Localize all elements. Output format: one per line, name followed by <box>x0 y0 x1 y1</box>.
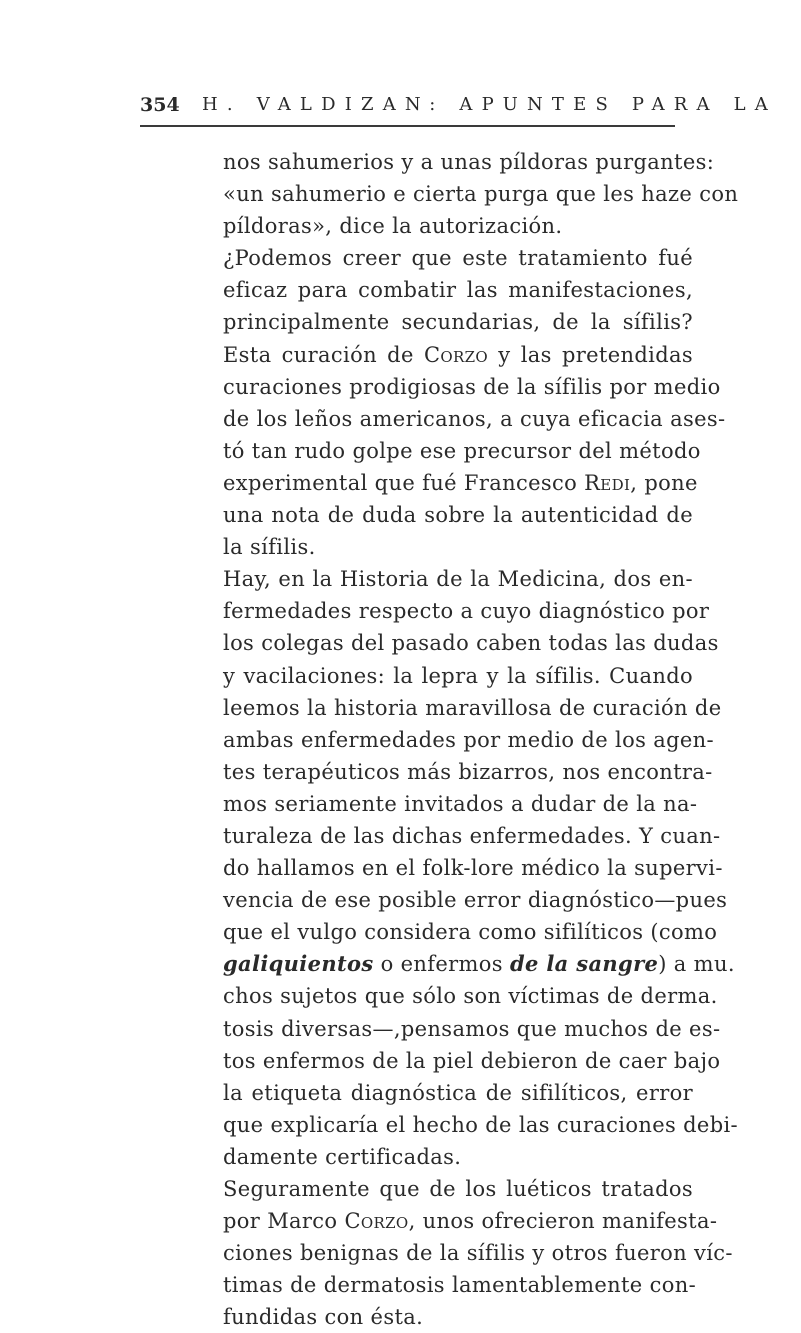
text-line: vencia de ese posible error diagnóstico—pues <box>223 888 728 913</box>
text-line: eficaz para combatir las manifestaciones, <box>223 278 693 303</box>
text-line: que el vulgo considera como sifilíticos (como <box>223 920 718 945</box>
text-line: nos sahumerios y a unas píldoras purgantes: <box>223 150 715 174</box>
text-line: timas de dermatosis lamentablemente con- <box>223 1273 697 1298</box>
text-line: Hay, en la Historia de la Medicina, dos en- <box>223 567 693 592</box>
text-line: Seguramente que de los luéticos tratados <box>223 1177 693 1201</box>
text-line: do hallamos en el folk-lore médico la supervi- <box>223 856 723 881</box>
text-line: «un sahumerio e cierta purga que les haze con <box>223 182 739 207</box>
text-line: ambas enfermedades por medio de los agen- <box>223 727 715 752</box>
text-line: una nota de duda sobre la autenticidad de <box>223 503 693 528</box>
text-line: tos enfermos de la piel debieron de caer bajo <box>223 1048 721 1073</box>
text-line: ciones benignas de la sífilis y otros fueron víc- <box>223 1241 733 1266</box>
text-line: leemos la historia maravillosa de curación de <box>223 695 722 720</box>
text-line: la sífilis. <box>223 535 316 560</box>
text-line: la etiqueta diagnóstica de sifilíticos, error <box>223 1080 693 1105</box>
text-line: los colegas del pasado caben todas las dudas <box>223 631 719 656</box>
text-line: damente certificadas. <box>223 1144 462 1169</box>
text-line: tes terapéuticos más bizarros, nos encontra- <box>223 759 713 784</box>
text-line: ¿Podemos creer que este tratamiento fué <box>223 246 693 271</box>
header-rule <box>140 125 675 127</box>
text-line: experimental que fué Francesco Redi, pone <box>223 470 698 495</box>
text-line: galiquientos o enfermos de la sangre) a mu. <box>223 951 735 977</box>
page-header <box>140 94 778 128</box>
text-line: tosis diversas—,pensamos que muchos de es- <box>223 1016 721 1041</box>
text-line: por Marco Corzo, unos ofrecieron manifesta- <box>223 1209 718 1234</box>
text-line: turaleza de las dichas enfermedades. Y cuan- <box>223 823 721 848</box>
text-line: píldoras», dice la autorización. <box>223 214 563 239</box>
text-line: y vacilaciones: la lepra y la sífilis. Cuando <box>223 663 693 688</box>
text-line: fermedades respecto a cuyo diagnóstico por <box>223 599 710 624</box>
page-number: 354 <box>140 94 180 116</box>
text-line: tó tan rudo golpe ese precursor del método <box>223 438 701 463</box>
text-line: chos sujetos que sólo son víctimas de derma. <box>223 984 718 1009</box>
text-line: de los leños americanos, a cuya eficacia ases- <box>223 406 726 431</box>
running-head: H. VALDIZAN: APUNTES PARA LA <box>202 94 778 115</box>
text-line: que explicaría el hecho de las curaciones debi- <box>223 1112 739 1137</box>
text-line: Esta curación de Corzo y las pretendidas <box>223 342 694 367</box>
text-line: mos seriamente invitados a dudar de la na- <box>223 791 698 816</box>
text-line: fundidas con ésta. <box>223 1305 424 1330</box>
body-text <box>223 146 739 1333</box>
text-line: curaciones prodigiosas de la sífilis por medio <box>223 374 721 399</box>
text-line: principalmente secundarias, de la sífilis? <box>223 310 693 335</box>
